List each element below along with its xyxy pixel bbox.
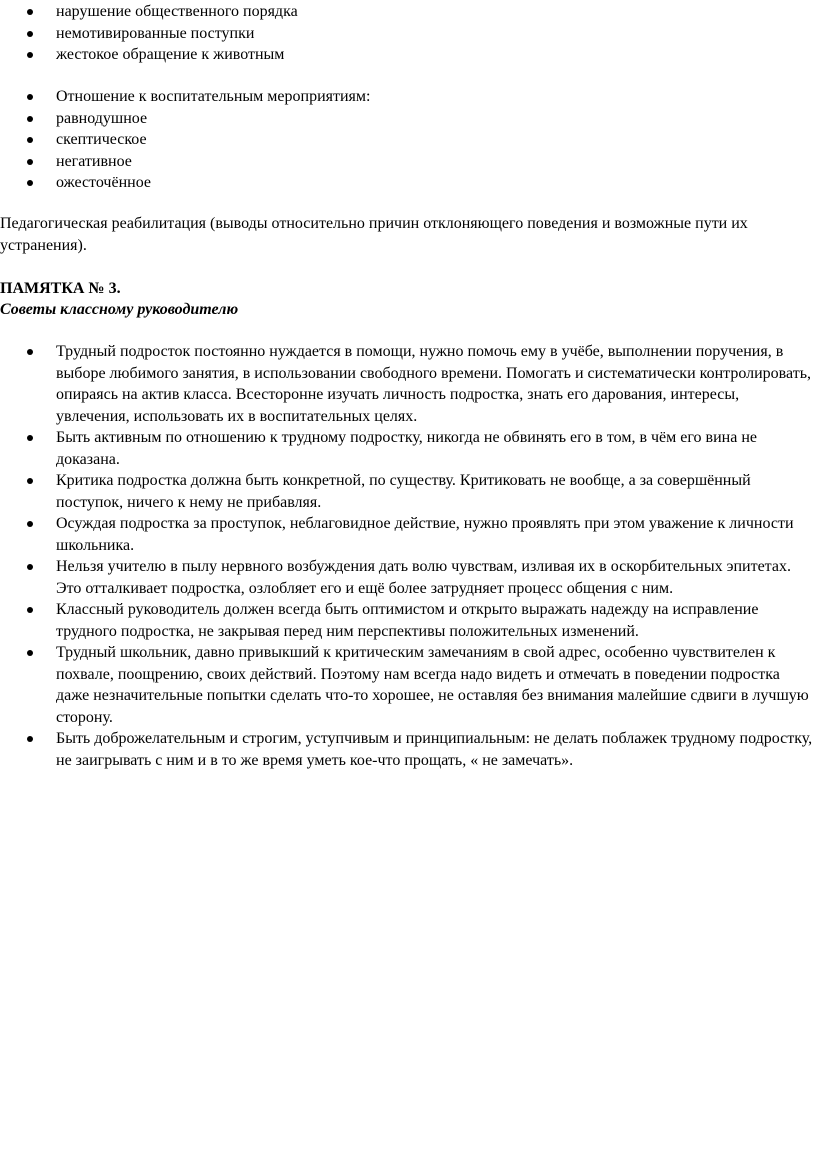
rehabilitation-paragraph: Педагогическая реабилитация (выводы относительно причин отклоняющего поведения и возможные пути их устранения).: [0, 215, 748, 254]
bullet-icon: [27, 52, 33, 58]
list-item: [0, 427, 816, 470]
list-item: [0, 642, 816, 728]
list-item-text: ожесточённое: [56, 174, 151, 191]
list-item: [0, 599, 816, 642]
bullet-icon: [27, 180, 33, 186]
bullet-icon: [27, 607, 33, 613]
bullet-icon: [27, 9, 33, 15]
list-item: [0, 172, 816, 194]
behavior-list: [0, 1, 816, 66]
list-item: [0, 108, 816, 130]
list-item-text: Осуждая подростка за проступок, неблаговидное действие, нужно проявлять при этом уважение к личности школьника.: [56, 515, 794, 554]
list-item-text: жестокое обращение к животным: [56, 46, 285, 63]
list-item: [0, 513, 816, 556]
bullet-icon: [27, 116, 33, 122]
bullet-icon: [27, 478, 33, 484]
list-item: [0, 86, 816, 108]
list-item: [0, 44, 816, 66]
list-item-text: немотивированные поступки: [56, 24, 255, 42]
list-item: [0, 728, 816, 771]
bullet-icon: [27, 31, 33, 37]
list-item: [0, 151, 816, 173]
list-item-text: Отношение к воспитательным мероприятиям:: [56, 88, 371, 105]
list-item-text: Нельзя учителю в пылу нервного возбуждения дать волю чувствам, изливая их в оскорбительных эпитетах. Это отталкивает подростка, озлобляет его и ещё более затрудняет процесс общения с ним.: [56, 558, 791, 597]
list-item: [0, 556, 816, 599]
list-item-text: скептическое: [56, 131, 147, 148]
list-item-text: Быть доброжелательным и строгим, уступчивым и принципиальным: не делать поблажек трудному подростку, не заигрывать с ним и в то же время уметь кое-что прощать, « не замечать».: [56, 730, 813, 769]
bullet-icon: [27, 435, 33, 441]
bullet-icon: [27, 159, 33, 165]
list-item: [0, 129, 816, 151]
list-item-text: негативное: [56, 152, 132, 170]
list-item: [0, 1, 816, 23]
bullet-icon: [27, 349, 33, 355]
list-item-text: нарушение общественного порядка: [56, 3, 298, 20]
list-item-text: Трудный подросток постоянно нуждается в помощи, нужно помочь ему в учёбе, выполнении поручения, в выборе любимого занятия, в использовании свободного времени. Помогать и систематически контролировать, опираясь на актив класса. Всесторонне изучать личность подростка, знать его дарования, интересы, увлечения, использовать их в воспитательных целях.: [56, 343, 811, 425]
list-item-text: равнодушное: [56, 109, 148, 127]
list-item: [0, 23, 816, 45]
memo-title: ПАМЯТКА № 3.: [0, 280, 121, 297]
bullet-icon: [27, 564, 33, 570]
list-item: [0, 470, 816, 513]
list-item-text: Быть активным по отношению к трудному подростку, никогда не обвинять его в том, в чём его вина не доказана.: [56, 429, 757, 468]
list-item-text: Трудный школьник, давно привыкший к критическим замечаниям в свой адрес, особенно чувствителен к похвале, поощрению, своих действий. Поэтому нам всегда надо видеть и отмечать в поведении подростка даже незначительные попытки сделать что-то хорошее, не оставляя без внимания малейшие сдвиги в лучшую сторону.: [56, 644, 809, 726]
attitude-list: [0, 86, 816, 194]
list-item-text: Классный руководитель должен всегда быть оптимистом и открыто выражать надежду на исправление трудного подростка, не закрывая перед ним перспективы положительных изменений.: [56, 601, 759, 640]
list-item: [0, 341, 816, 427]
advice-list: [0, 341, 816, 771]
memo-subtitle: Советы классному руководителю: [0, 301, 239, 318]
list-item-text: Критика подростка должна быть конкретной, по существу. Критиковать не вообще, а за совершённый поступок, ничего к нему не прибавляя.: [56, 472, 751, 511]
bullet-icon: [27, 650, 33, 656]
bullet-icon: [27, 521, 33, 527]
bullet-icon: [27, 736, 33, 742]
bullet-icon: [27, 137, 33, 143]
bullet-icon: [27, 94, 33, 100]
